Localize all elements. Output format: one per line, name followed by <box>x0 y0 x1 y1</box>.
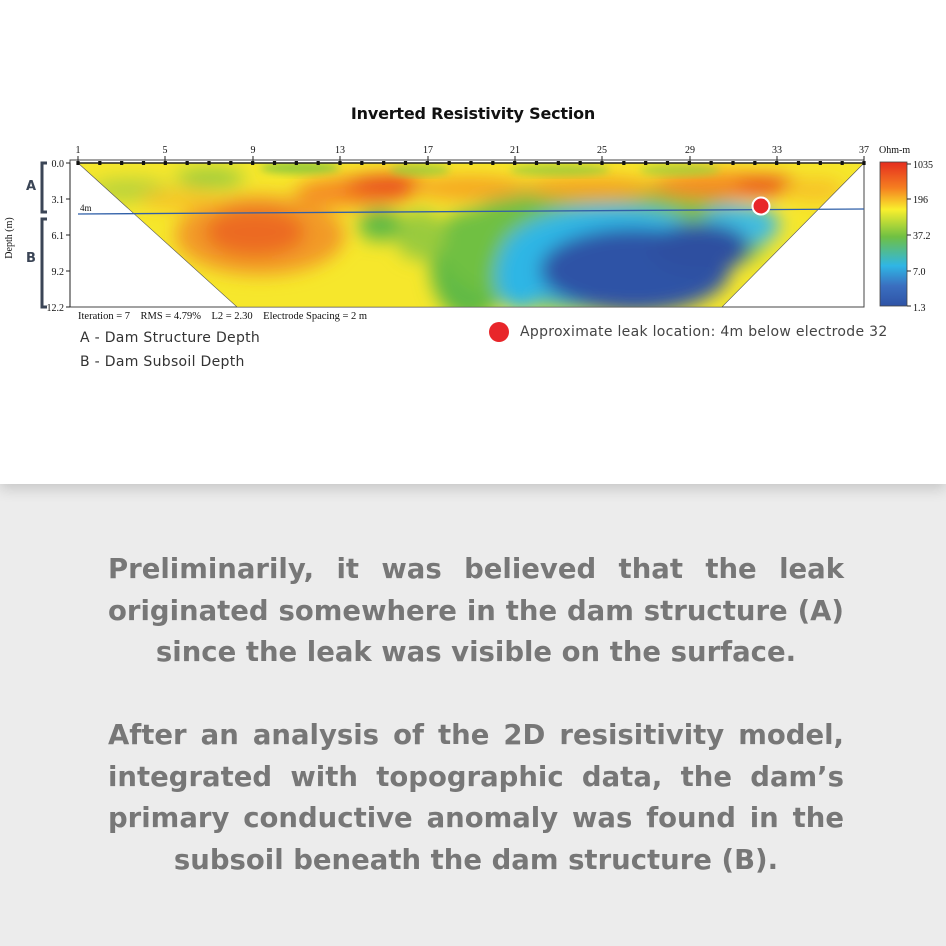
zone-label-a: A <box>25 179 37 194</box>
electrode-marker <box>273 161 276 165</box>
electrode-marker <box>797 161 800 165</box>
electrode-label: 33 <box>772 145 782 156</box>
electrode-marker <box>317 161 320 165</box>
inversion-stats: Iteration = 7 RMS = 4.79% L2 = 2.30 Electrode Spacing = 2 m <box>78 311 368 322</box>
figure-title: Inverted Resistivity Section <box>350 104 596 123</box>
electrode-marker <box>469 161 472 165</box>
electrode-marker <box>382 161 385 165</box>
depth-axis <box>4 159 70 314</box>
colorbar-tick: 37.2 <box>913 231 931 242</box>
leak-legend-text: Approximate leak location: 4m below electrode 32 <box>520 324 888 340</box>
electrode-marker <box>710 161 713 165</box>
electrode-marker <box>120 161 123 165</box>
paragraph-2: After an analysis of the 2D resisitivity model, integrated with topographic data, the dam’s primary conductive anomaly was found in the subsoil beneath the dam structure (B). <box>108 719 844 876</box>
electrode-label: 29 <box>685 145 695 156</box>
electrode-label: 5 <box>162 145 168 156</box>
electrode-label: 21 <box>510 145 520 156</box>
electrode-marker <box>644 161 647 165</box>
electrode-label: 13 <box>335 145 345 156</box>
legend-a: A - Dam Structure Depth <box>80 330 261 346</box>
electrode-marker <box>819 161 822 165</box>
electrode-marker <box>448 161 451 165</box>
colorbar-tick: 196 <box>913 195 928 206</box>
electrode-marker <box>731 161 734 165</box>
electrode-marker <box>186 161 189 165</box>
electrode-label: 9 <box>250 145 256 156</box>
colorbar <box>879 145 933 314</box>
depth-tick: 9.2 <box>51 267 64 278</box>
electrode-marker <box>557 161 560 165</box>
colorbar-unit: Ohm-m <box>879 145 911 156</box>
electrode-label: 25 <box>597 145 607 156</box>
colorbar-tick: 1035 <box>913 160 933 171</box>
leak-dot-icon <box>489 322 509 342</box>
electrode-label: 37 <box>859 145 869 156</box>
colorbar-tick: 1.3 <box>913 303 926 314</box>
depth-tick: 12.2 <box>46 303 64 314</box>
electrode-marker <box>404 161 407 165</box>
depth-4m-label: 4m <box>80 203 92 213</box>
zone-brackets <box>42 163 47 307</box>
electrode-marker <box>535 161 538 165</box>
description <box>108 549 844 881</box>
electrode-marker <box>491 161 494 165</box>
electrode-marker <box>579 161 582 165</box>
electrode-marker <box>207 161 210 165</box>
depth-tick: 3.1 <box>51 195 64 206</box>
leak-marker <box>753 198 770 215</box>
depth-axis-label: Depth (m) <box>4 217 15 259</box>
electrode-marker <box>142 161 145 165</box>
legend-b: B - Dam Subsoil Depth <box>80 354 245 370</box>
electrode-label: 17 <box>423 145 433 156</box>
electrode-marker <box>666 161 669 165</box>
electrode-marker <box>98 161 101 165</box>
depth-tick: 6.1 <box>51 231 64 242</box>
electrode-marker <box>622 161 625 165</box>
electrode-marker <box>841 161 844 165</box>
leak-legend <box>489 321 888 343</box>
electrode-label: 1 <box>75 145 81 156</box>
electrode-marker <box>753 161 756 165</box>
electrode-marker <box>295 161 298 165</box>
electrode-marker <box>360 161 363 165</box>
paragraph-1: Preliminarily, it was believed that the leak originated somewhere in the dam structure (A) since the leak was visible on the surface. <box>108 553 844 668</box>
colorbar-tick: 7.0 <box>913 267 926 278</box>
depth-tick: 0.0 <box>51 159 64 170</box>
electrode-marker <box>229 161 232 165</box>
zone-label-b: B <box>26 251 36 266</box>
